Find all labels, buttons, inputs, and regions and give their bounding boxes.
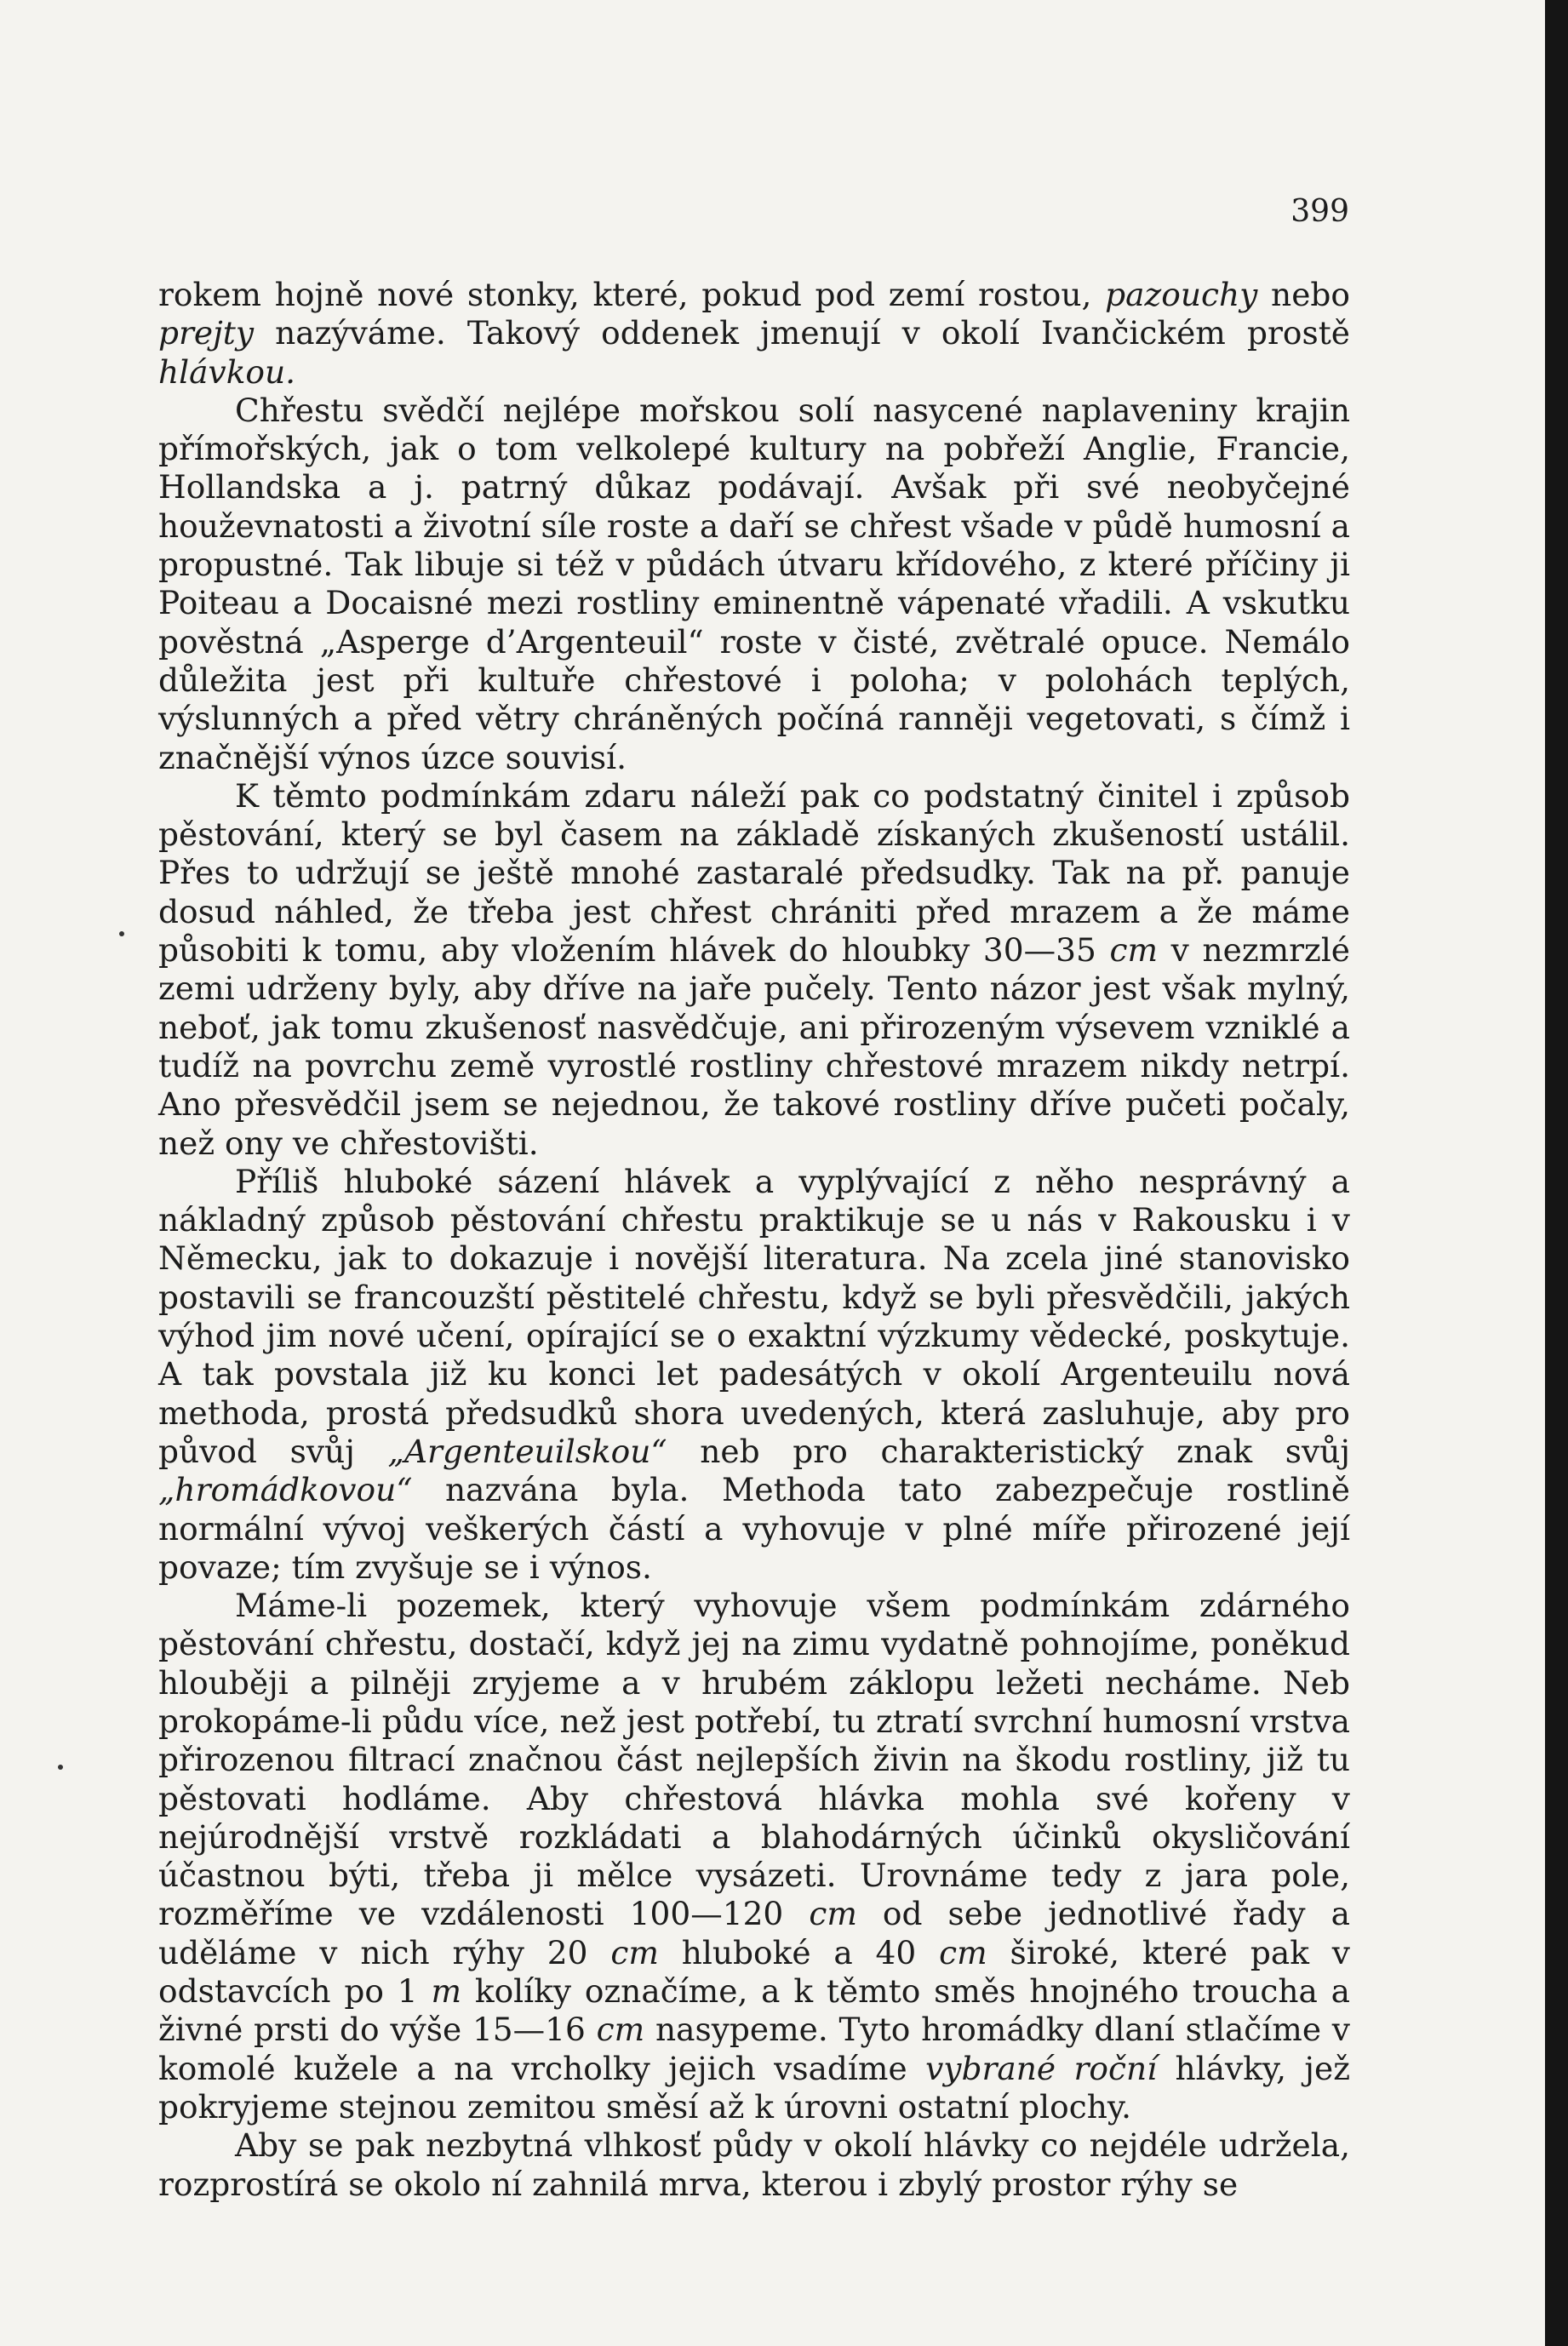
- italic-term: pazouchy: [1105, 276, 1258, 313]
- italic-term: prejty: [158, 314, 255, 352]
- italic-term: cm: [610, 1933, 659, 1971]
- italic-term: m: [431, 1972, 462, 2011]
- italic-term: cm: [939, 1933, 987, 1971]
- text-run: nazvána byla. Methoda tato zabezpečuje rostlině normální vývoj veškerých částí a vyhovuje v plné míře přirozené její povaze; tím zvyšuje se i výnos.: [158, 1471, 1350, 1586]
- paragraph: [158, 2126, 1350, 2204]
- text-run: K těmto podmínkám zdaru náleží pak co podstatný činitel i způsob pěstování, který se byl časem na základě získaných zkušeností ustálil. Přes to udržují se ještě mnohé zastaralé předsudky. Tak na př. panuje dosud náhled, že třeba jest chřest chrániti před mrazem a že máme působiti k tomu, aby vložením hlávek do hloubky 30—35: [158, 776, 1350, 970]
- paragraph: [158, 1163, 1350, 1587]
- text-run: nebo: [1257, 276, 1350, 313]
- italic-term: cm: [809, 1895, 857, 1933]
- text-run: v nezmrzlé zemi udrženy byly, aby dříve na jaře pučely. Tento názor jest však mylný, neboť, jak tomu zkušenosť nasvědčuje, ani přirozeným výsevem vzniklé a tudíž na povrchu země vyrostlé rostliny chřestové mrazem nikdy netrpí. Ano přesvědčil jsem se nejednou, že takové rostliny dříve pučeti počaly, než ony ve chřestovišti.: [158, 931, 1350, 1162]
- text-run: hluboké a 40: [658, 1933, 940, 1971]
- text-run: hlávky, jež pokryjeme stejnou zemitou směsí až k úrovni ostatní plochy.: [158, 2049, 1351, 2126]
- text-run: kolíky označíme, a k těmto směs hnojného troucha a živné prsti do výše 15—16: [158, 1972, 1350, 2049]
- text-run: nasypeme. Tyto hromádky dlaní stlačíme v komolé kužele a na vrcholky jejich vsadíme: [158, 2011, 1350, 2087]
- italic-term: „hromádkovou“: [158, 1471, 413, 1509]
- text-run: nazýváme. Takový oddenek jmenují v okolí Ivančickém prostě: [254, 314, 1350, 352]
- page-number: 399: [1290, 194, 1349, 229]
- italic-term: cm: [596, 2011, 645, 2049]
- text-run: Aby se pak nezbytná vlhkosť půdy v okolí hlávky co nejdéle udržela, rozprostírá se okolo ní zahnilá mrva, kterou i zbylý prostor rýhy se: [158, 2126, 1350, 2203]
- text-run: od sebe jednotlivé řady a uděláme v nich rýhy 20: [158, 1895, 1350, 1971]
- italic-term: hlávkou.: [158, 352, 296, 391]
- text-run: široké, které pak v odstavcích po 1: [158, 1933, 1350, 2011]
- text-run: Příliš hluboké sázení hlávek a vyplývající z něho nesprávný a nákladný způsob pěstování chřestu praktikuje se u nás v Rakousku i v Německu, jak to dokazuje i novější literatura. Na zcela jiné stanovisko postavili se francouzští pěstitelé chřestu, když se byli přesvědčili, jakých výhod jim nové učení, opírající se o exaktní výzkumy vědecké, poskytuje. A tak povstala již ku konci let padesátých v okolí Argenteuilu nová methoda, prostá předsudků shora uvedených, která zasluhuje, aby pro původ svůj: [158, 1162, 1350, 1470]
- italic-term: „Argenteuilskou“: [387, 1432, 667, 1470]
- body-text: [158, 276, 1350, 2204]
- margin-mark: [119, 931, 124, 936]
- paragraph: [158, 777, 1350, 1163]
- paragraph: [158, 1587, 1350, 2126]
- text-run: Máme-li pozemek, který vyhovuje všem podmínkám zdárného pěstování chřestu, dostačí, když jej na zimu vydatně pohnojíme, poněkud hlouběji a pilněji zryjeme a v hrubém záklopu ležeti necháme. Neb prokopáme-li půdu více, než jest potřebí, tu ztratí svrchní humosní vrstva přirozenou filtrací značnou část nejlepších živin na škodu rostliny, již tu pěstovati hodláme. Aby chřestová hlávka mohla své kořeny v nejúrodnější vrstvě rozkládati a blahodárných účinků okysličování účastnou býti, třeba ji mělce vysázeti. Urovnáme tedy z jara pole, rozměříme ve vzdálenosti 100—120: [158, 1587, 1350, 1933]
- text-run: rokem hojně nové stonky, které, pokud pod zemí rostou,: [158, 276, 1106, 313]
- paragraph: [158, 392, 1350, 777]
- text-run: Chřestu svědčí nejlépe mořskou solí nasycené naplaveniny krajin přímořských, jak o tom velkolepé kultury na pobřeží Anglie, Francie, Hollandska a j. patrný důkaz podávají. Avšak při své neobyčejné houževnatosti a životní síle roste a daří se chřest všade v půdě humosní a propustné. Tak libuje si též v půdách útvaru křídového, z které příčiny ji Poiteau a Docaisné mezi rostliny eminentně vápenaté vřadili. A vskutku pověstná „Asperge d’Argenteuil“ roste v čisté, zvětralé opuce. Nemálo důležita jest při kultuře chřestové i poloha; v polohách teplých, výslunných a před větry chráněných počíná ranněji vegetovati, s čímž i značnější výnos úzce souvisí.: [158, 391, 1350, 776]
- paragraph: [158, 276, 1350, 392]
- italic-term: vybrané roční: [925, 2049, 1158, 2087]
- scan-edge: [1545, 0, 1568, 2346]
- margin-mark: [58, 1765, 63, 1770]
- italic-term: cm: [1109, 931, 1159, 970]
- text-run: neb pro charakteristický znak svůj: [667, 1432, 1350, 1470]
